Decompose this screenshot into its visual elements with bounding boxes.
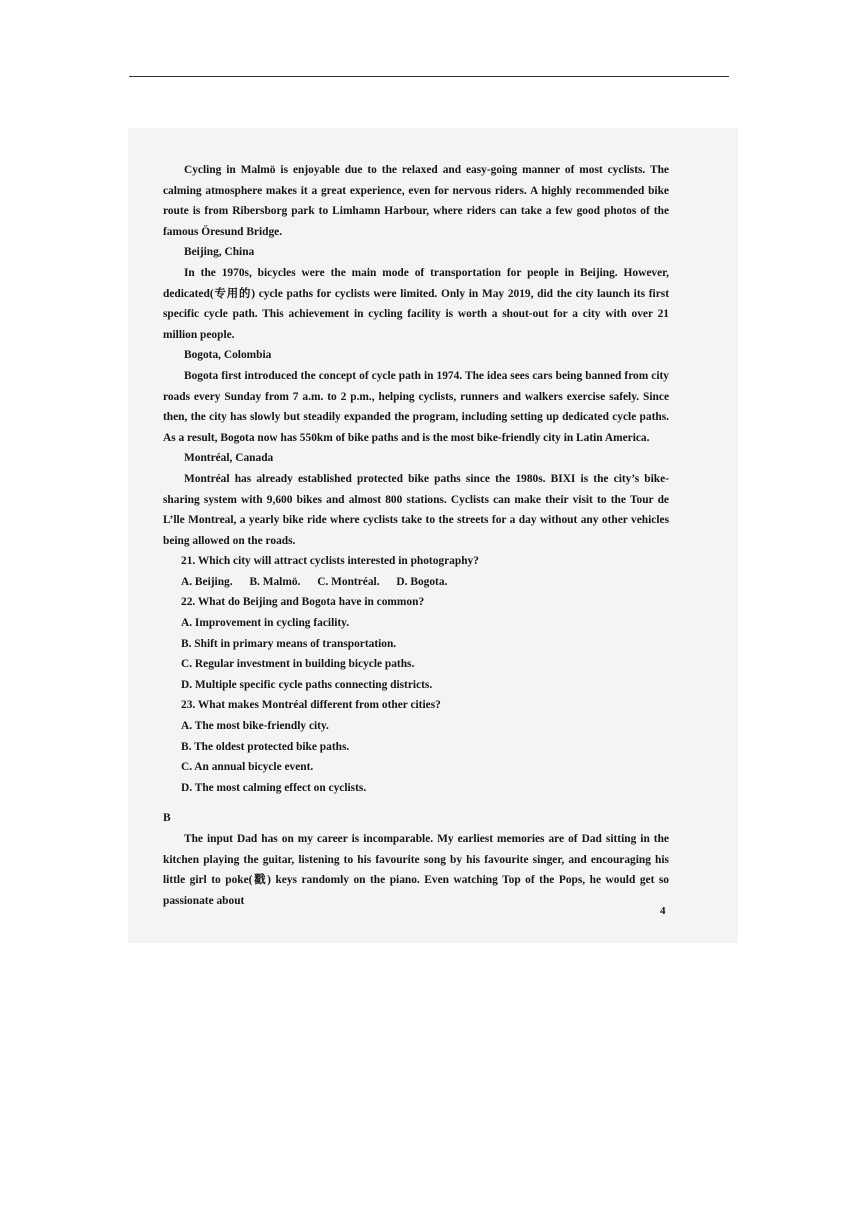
bogota-heading: Bogota, Colombia [184, 349, 272, 362]
question-23-option-a: A. The most bike-friendly city. [181, 720, 329, 733]
montreal-heading: Montréal, Canada [184, 452, 274, 465]
header-rule [129, 76, 729, 77]
page-number: 4 [660, 905, 666, 917]
question-22-option-d: D. Multiple specific cycle paths connecting districts. [181, 678, 433, 691]
question-22-option-a: A. Improvement in cycling facility. [181, 617, 350, 630]
montreal-paragraph: Montréal has already established protected bike paths since the 1980s. BIXI is the city’s bike-sharing system with 9,600 bikes and almost 800 stations. Cyclists can make their visit to the Tour de L’lle Montreal, a yearly bike ride where cyclists take to the streets for a day without any other vehicles being allowed on the roads. [163, 472, 669, 547]
question-21-option-c: C. Montréal. [317, 575, 380, 588]
passage-b-paragraph: The input Dad has on my career is incomparable. My earliest memories are of Dad sitting in the kitchen playing the guitar, listening to his favourite song by his favourite singer, and encouraging his little girl to poke(戳) keys randomly on the piano. Even watching Top of the Pops, he would get so passionate about [163, 833, 669, 907]
passage-b-label: B [163, 812, 171, 825]
question-23-option-c: C. An annual bicycle event. [181, 761, 314, 774]
question-21-options [163, 572, 669, 593]
question-21-option-a: A. Beijing. [181, 575, 233, 588]
question-22-option-c: C. Regular investment in building bicycle paths. [181, 658, 415, 671]
page-content [163, 160, 669, 911]
beijing-heading: Beijing, China [184, 246, 255, 259]
beijing-paragraph: In the 1970s, bicycles were the main mode of transportation for people in Beijing. However, dedicated(专用的) cycle paths for cyclists were limited. Only in May 2019, did the city launch its first specific cycle path. This achievement in cycling facility is worth a shout-out for a city with over 21 million people. [163, 266, 669, 341]
malmo-paragraph: Cycling in Malmö is enjoyable due to the relaxed and easy-going manner of most cyclists. The calming atmosphere makes it a great experience, even for nervous riders. A highly recommended bike route is from Ribersborg park to Limhamn Harbour, where riders can take a few good photos of the famous Öresund Bridge. [163, 164, 669, 238]
question-23-stem: 23. What makes Montréal different from other cities? [181, 699, 441, 712]
question-21-option-b: B. Malmö. [249, 575, 301, 588]
question-21-stem: 21. Which city will attract cyclists interested in photography? [181, 555, 479, 568]
question-23-option-d: D. The most calming effect on cyclists. [181, 781, 367, 794]
bogota-paragraph: Bogota first introduced the concept of cycle path in 1974. The idea sees cars being banned from city roads every Sunday from 7 a.m. to 2 p.m., helping cyclists, runners and walkers exercise safely. Since then, the city has slowly but steadily expanded the program, including setting up dedicated cycle paths. As a result, Bogota now has 550km of bike paths and is the most bike-friendly city in Latin America. [163, 369, 669, 444]
question-22-stem: 22. What do Beijing and Bogota have in common? [181, 596, 425, 609]
question-22-option-b: B. Shift in primary means of transportation. [181, 637, 397, 650]
question-23-option-b: B. The oldest protected bike paths. [181, 740, 350, 753]
question-21-option-d: D. Bogota. [396, 575, 448, 588]
